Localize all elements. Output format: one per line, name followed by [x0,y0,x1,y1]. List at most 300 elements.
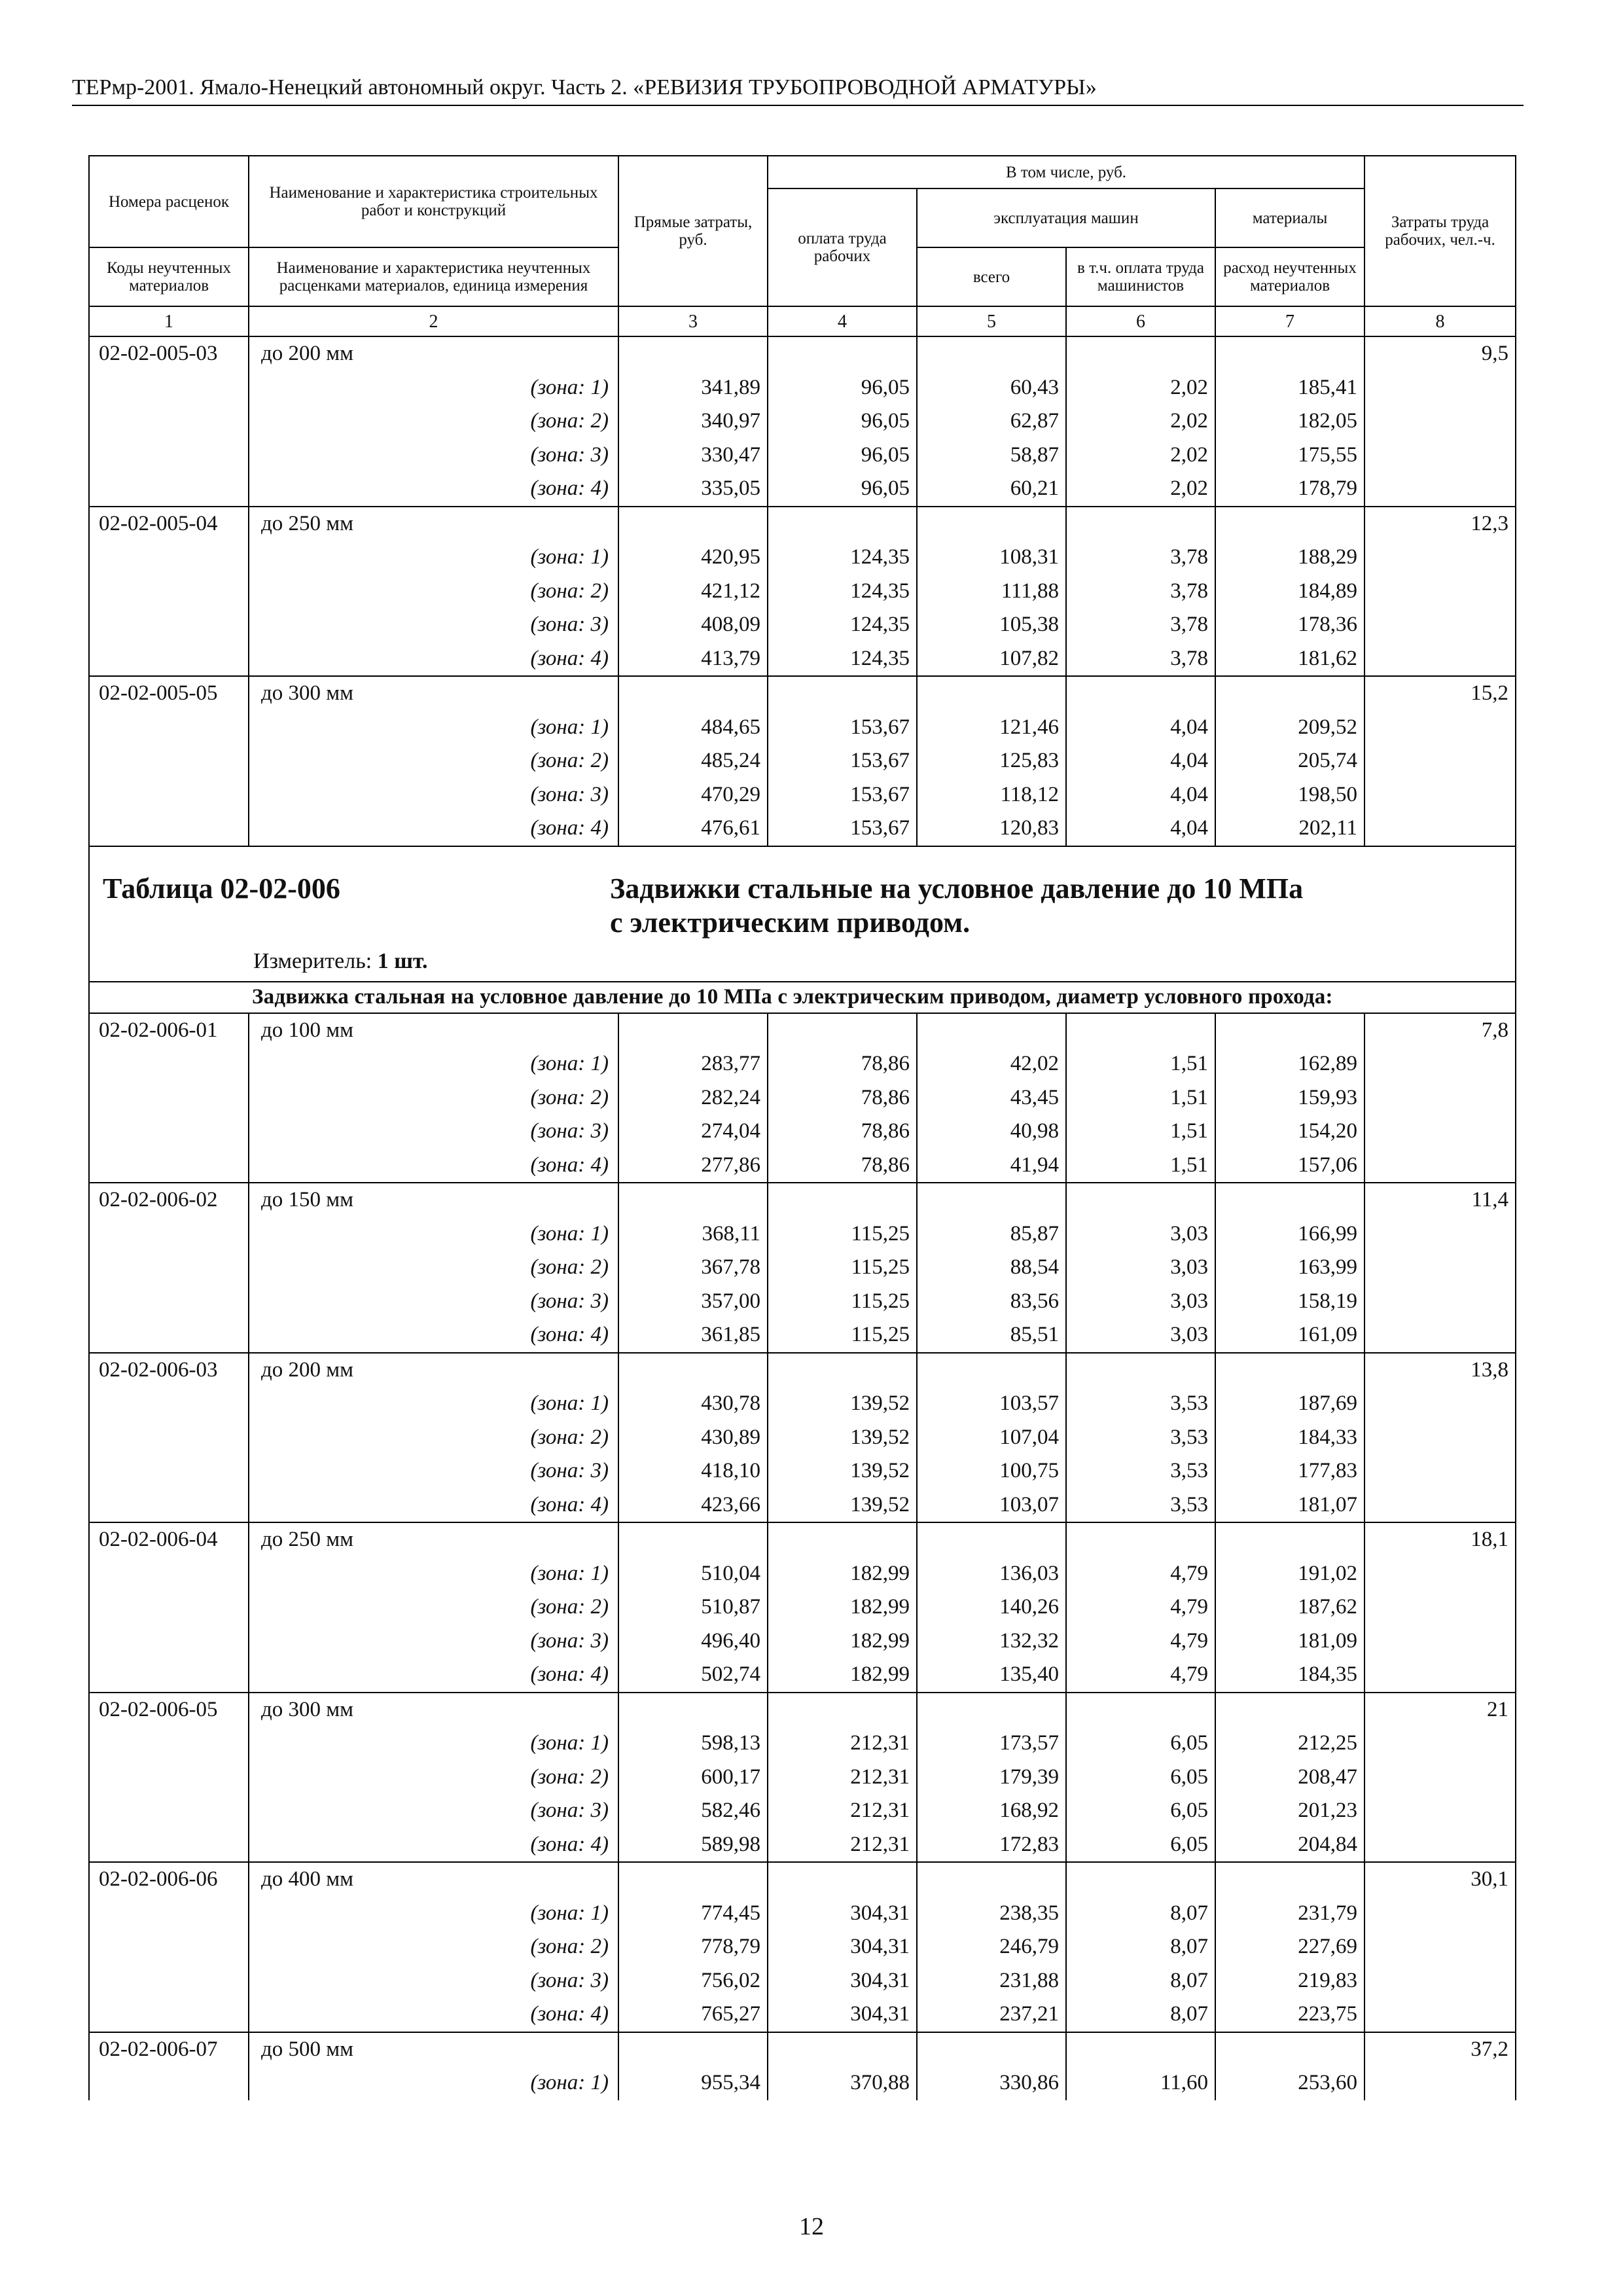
table-row [89,711,1516,745]
labor-pay: 370,88 [768,2066,917,2100]
labor-cost: 30,1 [1364,1862,1516,1897]
materials-cost: 204,84 [1215,1828,1364,1863]
labor-pay: 182,99 [768,1557,917,1591]
zone-label: (зона: 2) [249,1761,618,1795]
table-row [89,608,1516,642]
page-number: 12 [799,2213,824,2240]
col2-bottom-header: Наименование и характеристика неучтенных расценками материалов, единица измерения [249,247,618,306]
machinist-pay: 3,78 [1066,642,1215,677]
table-row [89,1285,1516,1319]
item-name: до 100 мм [249,1013,618,1048]
labor-pay: 153,67 [768,711,917,745]
labor-pay: 96,05 [768,371,917,405]
machines-total: 135,40 [917,1658,1066,1693]
machines-total: 111,88 [917,575,1066,609]
zone-label: (зона: 1) [249,541,618,575]
materials-cost: 209,52 [1215,711,1364,745]
machinist-pay: 4,04 [1066,711,1215,745]
labor-pay: 182,99 [768,1590,917,1624]
labor-pay: 304,31 [768,1998,917,2032]
page-header: ТЕРмр-2001. Ямало-Ненецкий автономный округ. Часть 2. «РЕВИЗИЯ ТРУБОПРОВОДНОЙ АРМАТУРЫ» [72,73,1524,106]
machines-total: 100,75 [917,1454,1066,1488]
direct-cost: 277,86 [618,1149,768,1183]
machinist-pay: 3,53 [1066,1421,1215,1455]
materials-cost: 182,05 [1215,404,1364,439]
labor-pay: 124,35 [768,642,917,677]
zone-label: (зона: 1) [249,1727,618,1761]
zone-label: (зона: 2) [249,744,618,778]
machines-header: эксплуатация машин [917,188,1215,247]
col2-top-header: Наименование и характеристика строительных работ и конструкций [249,156,618,247]
machinist-pay: 4,79 [1066,1658,1215,1693]
table-row [89,778,1516,812]
machinist-pay: 2,02 [1066,404,1215,439]
materials-cost: 163,99 [1215,1251,1364,1285]
materials-cost: 188,29 [1215,541,1364,575]
table-row [89,676,1516,711]
table-row [89,1658,1516,1693]
zone-label: (зона: 3) [249,1454,618,1488]
table-row [89,1217,1516,1251]
materials-cost: 181,09 [1215,1624,1364,1659]
machinist-pay: 4,04 [1066,812,1215,846]
table-row [89,439,1516,473]
machines-total: 237,21 [917,1998,1066,2032]
materials-cost: 223,75 [1215,1998,1364,2032]
machines-total: 85,87 [917,1217,1066,1251]
labor-pay: 212,31 [768,1761,917,1795]
machines-total: 43,45 [917,1081,1066,1115]
machines-total: 120,83 [917,812,1066,846]
materials-cost: 185,41 [1215,371,1364,405]
labor-pay: 124,35 [768,541,917,575]
zone-label: (зона: 1) [249,1897,618,1931]
machinist-pay: 4,04 [1066,778,1215,812]
machinist-pay: 8,07 [1066,1998,1215,2032]
column-number: 1 [89,306,249,336]
materials-cost: 184,89 [1215,575,1364,609]
labor-pay: 115,25 [768,1251,917,1285]
table-row [89,575,1516,609]
column-number: 4 [768,306,917,336]
zone-label: (зона: 2) [249,1590,618,1624]
machinist-pay: 6,05 [1066,1727,1215,1761]
table-row [89,1930,1516,1964]
table-row [89,1488,1516,1523]
direct-cost: 361,85 [618,1318,768,1353]
item-name: до 300 мм [249,676,618,711]
materials-cost: 212,25 [1215,1727,1364,1761]
machinist-pay: 4,79 [1066,1590,1215,1624]
zone-label: (зона: 4) [249,472,618,507]
table-row [89,2066,1516,2100]
table-row [89,1183,1516,1217]
zone-label: (зона: 2) [249,1251,618,1285]
table-row [89,1897,1516,1931]
materials-cost: 159,93 [1215,1081,1364,1115]
direct-cost: 582,46 [618,1794,768,1828]
machines-total: 103,07 [917,1488,1066,1523]
zone-label: (зона: 4) [249,1658,618,1693]
materials-cost: 157,06 [1215,1149,1364,1183]
direct-cost: 484,65 [618,711,768,745]
table-row [89,1522,1516,1557]
labor-pay: 153,67 [768,778,917,812]
direct-cost: 476,61 [618,812,768,846]
materials-cost: 187,69 [1215,1387,1364,1421]
zone-label: (зона: 2) [249,404,618,439]
labor-pay: 212,31 [768,1727,917,1761]
direct-cost: 774,45 [618,1897,768,1931]
incl-header: В том числе, руб. [768,156,1364,188]
col6-header: в т.ч. оплата труда машинистов [1066,247,1215,306]
zone-label: (зона: 3) [249,1964,618,1998]
zone-label: (зона: 4) [249,1149,618,1183]
machines-total: 42,02 [917,1047,1066,1081]
machinist-pay: 8,07 [1066,1964,1215,1998]
materials-cost: 198,50 [1215,778,1364,812]
direct-cost: 955,34 [618,2066,768,2100]
table-row [89,1624,1516,1659]
zone-label: (зона: 2) [249,1081,618,1115]
item-name: до 200 мм [249,336,618,371]
labor-pay: 115,25 [768,1318,917,1353]
machines-total: 118,12 [917,778,1066,812]
table-row [89,1693,1516,1727]
labor-pay: 153,67 [768,812,917,846]
machines-total: 121,46 [917,711,1066,745]
machines-total: 105,38 [917,608,1066,642]
machines-total: 179,39 [917,1761,1066,1795]
labor-pay: 124,35 [768,608,917,642]
item-name: до 400 мм [249,1862,618,1897]
table-row [89,1387,1516,1421]
column-number: 6 [1066,306,1215,336]
machines-total: 125,83 [917,744,1066,778]
zone-label: (зона: 2) [249,1930,618,1964]
machinist-pay: 2,02 [1066,371,1215,405]
labor-cost: 9,5 [1364,336,1516,371]
materials-header: материалы [1215,188,1364,247]
direct-cost: 368,11 [618,1217,768,1251]
direct-cost: 367,78 [618,1251,768,1285]
machines-total: 132,32 [917,1624,1066,1659]
direct-cost: 430,78 [618,1387,768,1421]
rate-code: 02-02-006-04 [89,1522,249,1557]
materials-cost: 178,79 [1215,472,1364,507]
labor-pay: 78,86 [768,1149,917,1183]
direct-cost: 283,77 [618,1047,768,1081]
labor-pay: 212,31 [768,1794,917,1828]
table-row [89,1590,1516,1624]
column-number: 2 [249,306,618,336]
machines-total: 173,57 [917,1727,1066,1761]
machinist-pay: 3,53 [1066,1488,1215,1523]
machines-total: 40,98 [917,1115,1066,1149]
col1-bottom-header: Коды неучтенных материалов [89,247,249,306]
machinist-pay: 3,03 [1066,1318,1215,1353]
machinist-pay: 2,02 [1066,439,1215,473]
rate-code: 02-02-005-04 [89,507,249,541]
column-number: 8 [1364,306,1516,336]
machines-total: 136,03 [917,1557,1066,1591]
table-row [89,1081,1516,1115]
labor-pay: 139,52 [768,1421,917,1455]
rate-code: 02-02-006-07 [89,2032,249,2067]
col4-header: оплата труда рабочих [768,188,917,306]
machines-total: 330,86 [917,2066,1066,2100]
labor-pay: 124,35 [768,575,917,609]
materials-cost: 231,79 [1215,1897,1364,1931]
direct-cost: 282,24 [618,1081,768,1115]
machines-total: 108,31 [917,541,1066,575]
table-row [89,1761,1516,1795]
table-row [89,541,1516,575]
table-row [89,1115,1516,1149]
zone-label: (зона: 1) [249,371,618,405]
measure-unit: Измеритель: 1 шт. [253,948,428,973]
machines-total: 58,87 [917,439,1066,473]
labor-cost: 15,2 [1364,676,1516,711]
table-row [89,1828,1516,1863]
materials-cost: 181,07 [1215,1488,1364,1523]
direct-cost: 600,17 [618,1761,768,1795]
rate-code: 02-02-005-03 [89,336,249,371]
table-row [89,1964,1516,1998]
materials-cost: 219,83 [1215,1964,1364,1998]
direct-cost: 421,12 [618,575,768,609]
zone-label: (зона: 1) [249,2066,618,2100]
direct-cost: 765,27 [618,1998,768,2032]
rate-code: 02-02-006-06 [89,1862,249,1897]
materials-cost: 162,89 [1215,1047,1364,1081]
zone-label: (зона: 1) [249,711,618,745]
direct-cost: 496,40 [618,1624,768,1659]
materials-cost: 205,74 [1215,744,1364,778]
materials-cost: 161,09 [1215,1318,1364,1353]
machines-total: 85,51 [917,1318,1066,1353]
machines-total: 88,54 [917,1251,1066,1285]
col1-top-header: Номера расценок [89,156,249,247]
item-name: до 250 мм [249,1522,618,1557]
labor-cost: 21 [1364,1693,1516,1727]
machines-total: 238,35 [917,1897,1066,1931]
zone-label: (зона: 4) [249,1318,618,1353]
machinist-pay: 3,53 [1066,1387,1215,1421]
table-row [89,1318,1516,1353]
machinist-pay: 1,51 [1066,1081,1215,1115]
labor-pay: 96,05 [768,404,917,439]
table-row [89,1862,1516,1897]
labor-pay: 78,86 [768,1047,917,1081]
column-number-row [89,306,1516,336]
machinist-pay: 8,07 [1066,1930,1215,1964]
labor-cost: 37,2 [1364,2032,1516,2067]
table-section-heading [90,847,1515,981]
table-row [89,371,1516,405]
col5-header: всего [917,247,1066,306]
machinist-pay: 11,60 [1066,2066,1215,2100]
zone-label: (зона: 1) [249,1387,618,1421]
materials-cost: 166,99 [1215,1217,1364,1251]
machinist-pay: 3,03 [1066,1217,1215,1251]
machinist-pay: 2,02 [1066,472,1215,507]
machines-total: 107,82 [917,642,1066,677]
machinist-pay: 6,05 [1066,1761,1215,1795]
machinist-pay: 3,78 [1066,541,1215,575]
table-row [89,336,1516,371]
table-row [89,1794,1516,1828]
item-name: до 250 мм [249,507,618,541]
direct-cost: 335,05 [618,472,768,507]
machinist-pay: 8,07 [1066,1897,1215,1931]
zone-label: (зона: 3) [249,608,618,642]
zone-label: (зона: 3) [249,1624,618,1659]
machines-total: 168,92 [917,1794,1066,1828]
direct-cost: 413,79 [618,642,768,677]
direct-cost: 341,89 [618,371,768,405]
materials-cost: 201,23 [1215,1794,1364,1828]
materials-cost: 208,47 [1215,1761,1364,1795]
machines-total: 246,79 [917,1930,1066,1964]
materials-cost: 178,36 [1215,608,1364,642]
table-row [89,744,1516,778]
zone-label: (зона: 1) [249,1557,618,1591]
labor-pay: 182,99 [768,1658,917,1693]
zone-label: (зона: 2) [249,575,618,609]
table-row [89,472,1516,507]
labor-pay: 153,67 [768,744,917,778]
table-row [89,404,1516,439]
zone-label: (зона: 2) [249,1421,618,1455]
direct-cost: 330,47 [618,439,768,473]
table-row [89,1998,1516,2032]
table-row [89,1251,1516,1285]
labor-pay: 139,52 [768,1488,917,1523]
labor-cost: 12,3 [1364,507,1516,541]
zone-label: (зона: 1) [249,1217,618,1251]
machines-total: 172,83 [917,1828,1066,1863]
col8-header: Затраты труда рабочих, чел.-ч. [1364,156,1516,306]
direct-cost: 357,00 [618,1285,768,1319]
column-number: 5 [917,306,1066,336]
zone-label: (зона: 3) [249,1794,618,1828]
labor-cost: 18,1 [1364,1522,1516,1557]
section-description: Задвижка стальная на условное давление до 10 МПа с электрическим приводом, диаметр условного прохода: [252,984,1333,1009]
machinist-pay: 3,03 [1066,1285,1215,1319]
col7-header: расход неучтенных материалов [1215,247,1364,306]
machines-total: 140,26 [917,1590,1066,1624]
machinist-pay: 4,04 [1066,744,1215,778]
zone-label: (зона: 3) [249,778,618,812]
machines-total: 107,04 [917,1421,1066,1455]
item-name: до 300 мм [249,1693,618,1727]
zone-label: (зона: 3) [249,1285,618,1319]
table-row [89,1727,1516,1761]
labor-pay: 115,25 [768,1285,917,1319]
zone-label: (зона: 4) [249,1828,618,1863]
materials-cost: 227,69 [1215,1930,1364,1964]
direct-cost: 756,02 [618,1964,768,1998]
materials-cost: 253,60 [1215,2066,1364,2100]
direct-cost: 274,04 [618,1115,768,1149]
item-name: до 150 мм [249,1183,618,1217]
direct-cost: 420,95 [618,541,768,575]
machines-total: 60,43 [917,371,1066,405]
zone-label: (зона: 4) [249,1998,618,2032]
table-row [89,1557,1516,1591]
machinist-pay: 1,51 [1066,1149,1215,1183]
rate-code: 02-02-006-03 [89,1353,249,1388]
machinist-pay: 1,51 [1066,1047,1215,1081]
zone-label: (зона: 3) [249,1115,618,1149]
labor-cost: 13,8 [1364,1353,1516,1388]
machinist-pay: 3,53 [1066,1454,1215,1488]
table-row [89,1013,1516,1048]
materials-cost: 202,11 [1215,812,1364,846]
labor-pay: 212,31 [768,1828,917,1863]
item-name: до 500 мм [249,2032,618,2067]
direct-cost: 485,24 [618,744,768,778]
direct-cost: 598,13 [618,1727,768,1761]
labor-pay: 96,05 [768,472,917,507]
machines-total: 41,94 [917,1149,1066,1183]
price-table [88,155,1516,2100]
table-row [89,1149,1516,1183]
rate-code: 02-02-005-05 [89,676,249,711]
direct-cost: 430,89 [618,1421,768,1455]
table-title: Задвижки стальные на условное давление до 10 МПа с электрическим приводом. [610,872,1304,939]
table-row [89,642,1516,677]
direct-cost: 589,98 [618,1828,768,1863]
zone-label: (зона: 4) [249,812,618,846]
rate-code: 02-02-006-02 [89,1183,249,1217]
direct-cost: 418,10 [618,1454,768,1488]
rate-code: 02-02-006-01 [89,1013,249,1048]
machinist-pay: 3,78 [1066,575,1215,609]
materials-cost: 187,62 [1215,1590,1364,1624]
labor-pay: 182,99 [768,1624,917,1659]
table-row [89,507,1516,541]
labor-cost: 7,8 [1364,1013,1516,1048]
materials-cost: 184,33 [1215,1421,1364,1455]
table-row [89,2032,1516,2067]
direct-cost: 510,04 [618,1557,768,1591]
materials-cost: 154,20 [1215,1115,1364,1149]
item-name: до 200 мм [249,1353,618,1388]
direct-cost: 408,09 [618,608,768,642]
labor-pay: 78,86 [768,1081,917,1115]
zone-label: (зона: 3) [249,439,618,473]
machines-total: 231,88 [917,1964,1066,1998]
machinist-pay: 6,05 [1066,1828,1215,1863]
zone-label: (зона: 4) [249,1488,618,1523]
machines-total: 83,56 [917,1285,1066,1319]
machines-total: 62,87 [917,404,1066,439]
materials-cost: 158,19 [1215,1285,1364,1319]
table-row [89,1047,1516,1081]
labor-pay: 96,05 [768,439,917,473]
zone-label: (зона: 1) [249,1047,618,1081]
table-row [89,1421,1516,1455]
table-number: Таблица 02-02-006 [103,872,340,905]
machines-total: 60,21 [917,472,1066,507]
direct-cost: 510,87 [618,1590,768,1624]
labor-pay: 78,86 [768,1115,917,1149]
labor-pay: 139,52 [768,1454,917,1488]
labor-pay: 304,31 [768,1964,917,1998]
column-number: 7 [1215,306,1364,336]
